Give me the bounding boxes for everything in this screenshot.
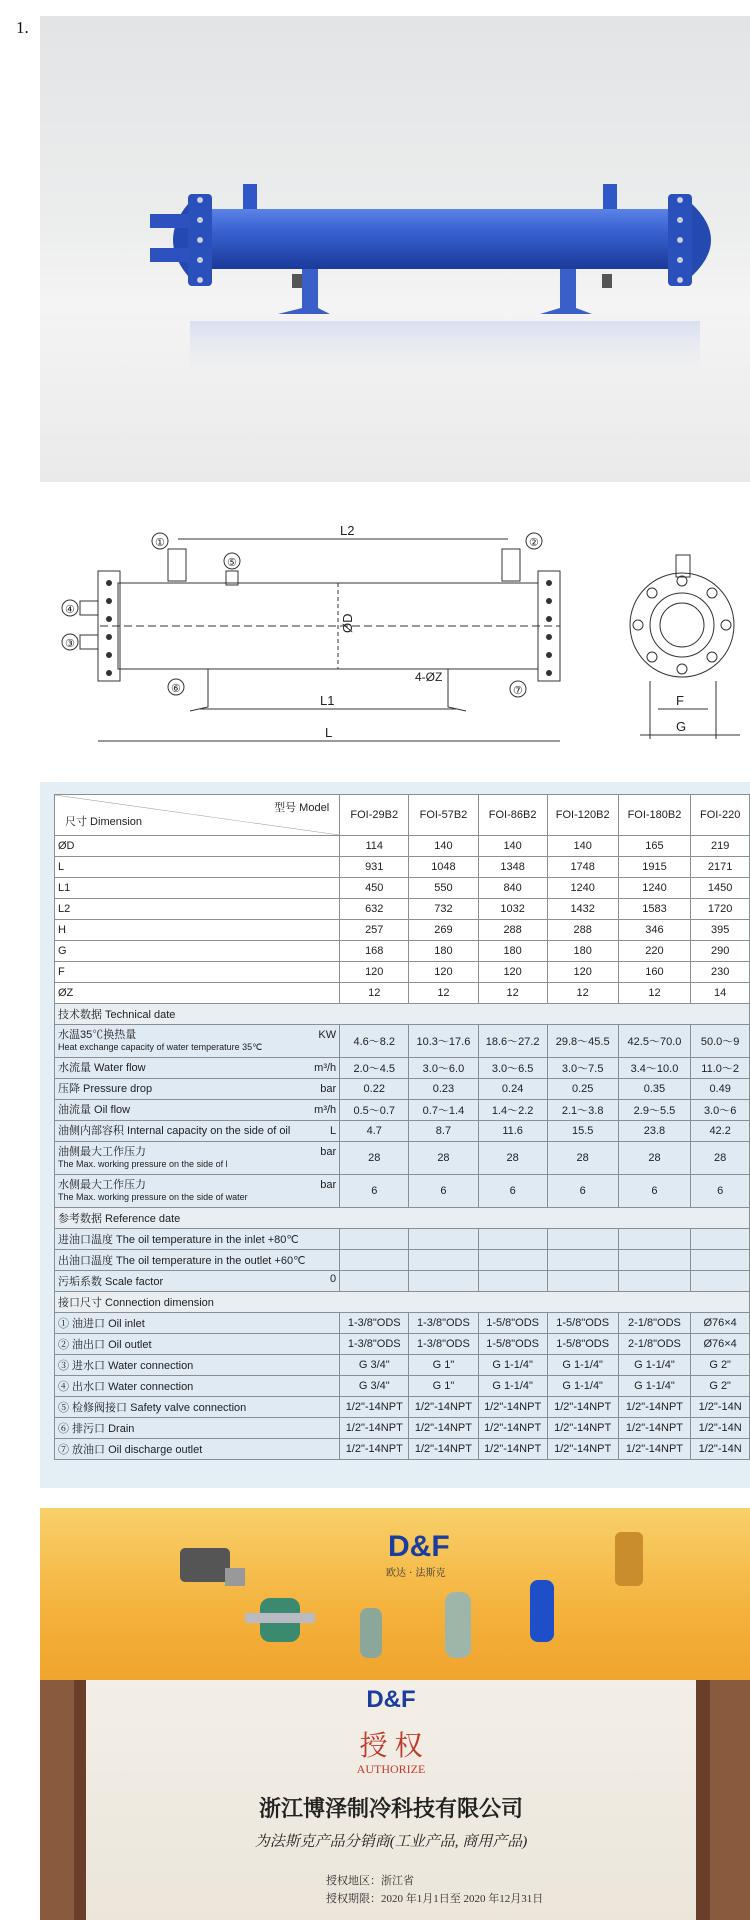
table-cell: 1/2"-14NPT <box>478 1439 547 1460</box>
table-cell: 2-1/8"ODS <box>618 1334 691 1355</box>
cert-logo: D&F <box>366 1686 416 1713</box>
product-render <box>40 16 750 482</box>
table-cell: 2-1/8"ODS <box>618 1313 691 1334</box>
table-cell: 23.8 <box>618 1121 691 1142</box>
dim-l2: L2 <box>340 523 355 538</box>
banner-logo: D&F <box>388 1530 450 1563</box>
table-cell: 1/2"-14NPT <box>547 1397 618 1418</box>
table-cell: G 1-1/4" <box>618 1355 691 1376</box>
table-row <box>55 1250 750 1271</box>
table-cell: 10.3～17.6 <box>409 1025 478 1058</box>
table-cell: 160 <box>618 962 691 983</box>
table-cell: 1-5/8"ODS <box>547 1334 618 1355</box>
model-col: FOI-120B2 <box>547 795 618 836</box>
table-cell: 165 <box>618 836 691 857</box>
table-cell: 840 <box>478 878 547 899</box>
table-cell: 0.24 <box>478 1079 547 1100</box>
dim-holes: 4-ØZ <box>415 670 443 684</box>
table-cell: G 1-1/4" <box>478 1355 547 1376</box>
dim-l1: L1 <box>320 693 335 708</box>
table-cell: G 2" <box>691 1355 750 1376</box>
row-unit: KW <box>318 1029 337 1041</box>
table-cell: 257 <box>340 920 409 941</box>
table-cell: 2.9～5.5 <box>618 1100 691 1121</box>
model-col: FOI-57B2 <box>409 795 478 836</box>
frame-post-right <box>696 1680 710 1920</box>
row-label: ⑦ 放油口 Oil discharge outlet <box>55 1439 340 1460</box>
cert-title-en: AUTHORIZE <box>356 1762 426 1776</box>
table-row <box>55 1025 750 1058</box>
table-cell: 140 <box>547 836 618 857</box>
table-cell: 180 <box>478 941 547 962</box>
table-cell: 1583 <box>618 899 691 920</box>
table-cell: 2171 <box>691 857 750 878</box>
spec-table-panel <box>40 782 750 1488</box>
table-cell: 14 <box>691 983 750 1004</box>
row-label: L <box>55 857 340 878</box>
row-label <box>55 1229 340 1250</box>
table-cell: 1048 <box>409 857 478 878</box>
row-unit: L <box>330 1125 337 1137</box>
table-cell: 4.6～8.2 <box>340 1025 409 1058</box>
table-cell: 1240 <box>547 878 618 899</box>
table-cell: 632 <box>340 899 409 920</box>
table-cell: G 1" <box>409 1376 478 1397</box>
table-cell: 168 <box>340 941 409 962</box>
table-row <box>55 1439 750 1460</box>
row-label-text: 油流量 Oil flow <box>58 1104 131 1116</box>
cert-company: 浙江博泽制冷科技有限公司 <box>258 1796 523 1821</box>
table-cell: 3.4～10.0 <box>618 1058 691 1079</box>
callout-3: ③ <box>65 638 75 650</box>
table-cell: G 3/4" <box>340 1376 409 1397</box>
table-cell <box>409 1250 478 1271</box>
table-cell <box>691 1229 750 1250</box>
table-cell: 50.0～9 <box>691 1025 750 1058</box>
table-cell: 1-3/8"ODS <box>409 1313 478 1334</box>
table-row <box>55 1058 750 1079</box>
table-cell: 0.22 <box>340 1079 409 1100</box>
model-col: FOI-86B2 <box>478 795 547 836</box>
table-cell: 28 <box>547 1142 618 1175</box>
section-connection: 接口尺寸 Connection dimension <box>55 1292 750 1313</box>
table-row <box>55 1175 750 1208</box>
table-row <box>55 836 750 857</box>
table-cell <box>478 1271 547 1292</box>
table-cell: 6 <box>340 1175 409 1208</box>
table-row <box>55 878 750 899</box>
table-cell: 12 <box>618 983 691 1004</box>
table-cell: 1/2"-14N <box>691 1397 750 1418</box>
table-cell: 450 <box>340 878 409 899</box>
table-cell: 6 <box>691 1175 750 1208</box>
row-unit: m³/h <box>314 1104 337 1116</box>
row-label-sub: The Max. working pressure on the side of water <box>58 1192 248 1202</box>
table-cell: 346 <box>618 920 691 941</box>
table-cell: 29.8～45.5 <box>547 1025 618 1058</box>
table-cell: 219 <box>691 836 750 857</box>
dim-g: G <box>676 719 687 734</box>
table-cell: 1-3/8"ODS <box>409 1334 478 1355</box>
model-col: FOI-180B2 <box>618 795 691 836</box>
row-label-text: 水侧最大工作压力 <box>58 1179 146 1191</box>
row-label-text: 油侧内部容积 Internal capacity on the side of oil <box>58 1125 291 1137</box>
table-cell: 180 <box>547 941 618 962</box>
accessories-banner <box>40 1508 750 1680</box>
table-cell: 28 <box>409 1142 478 1175</box>
table-cell: 3.0～7.5 <box>547 1058 618 1079</box>
table-row <box>55 983 750 1004</box>
table-cell: 1348 <box>478 857 547 878</box>
table-cell: 1.4～2.2 <box>478 1100 547 1121</box>
table-cell: 1-5/8"ODS <box>547 1313 618 1334</box>
table-cell: 0.23 <box>409 1079 478 1100</box>
table-cell: 4.7 <box>340 1121 409 1142</box>
frame-post-left <box>74 1680 86 1920</box>
table-cell <box>547 1271 618 1292</box>
table-cell: 3.0～6 <box>691 1100 750 1121</box>
table-cell: 180 <box>409 941 478 962</box>
table-cell: 1/2"-14NPT <box>478 1418 547 1439</box>
table-cell: G 2" <box>691 1376 750 1397</box>
model-col: FOI-220 <box>691 795 750 836</box>
table-cell: Ø76×4 <box>691 1334 750 1355</box>
table-row <box>55 1397 750 1418</box>
table-cell: 395 <box>691 920 750 941</box>
table-cell: 288 <box>478 920 547 941</box>
cert-title: 授 权 <box>359 1731 423 1762</box>
table-cell: 1/2"-14NPT <box>340 1418 409 1439</box>
row-label: ③ 进水口 Water connection <box>55 1355 340 1376</box>
row-label-sub: The Max. working pressure on the side of l <box>58 1159 228 1169</box>
row-label: ØD <box>55 836 340 857</box>
row-label: L1 <box>55 878 340 899</box>
table-cell: 269 <box>409 920 478 941</box>
table-cell: 12 <box>340 983 409 1004</box>
table-cell: 28 <box>691 1142 750 1175</box>
row-label: ④ 出水口 Water connection <box>55 1376 340 1397</box>
table-cell <box>618 1250 691 1271</box>
table-cell: 230 <box>691 962 750 983</box>
table-cell <box>618 1229 691 1250</box>
table-cell: 1-3/8"ODS <box>340 1313 409 1334</box>
table-cell: 1032 <box>478 899 547 920</box>
table-cell: 1/2"-14NPT <box>618 1418 691 1439</box>
table-cell: 1-5/8"ODS <box>478 1313 547 1334</box>
table-row <box>55 1100 750 1121</box>
table-cell: 3.0～6.0 <box>409 1058 478 1079</box>
table-row <box>55 1271 750 1292</box>
table-cell: 1-3/8"ODS <box>340 1334 409 1355</box>
callout-2: ② <box>529 537 539 549</box>
table-cell: 18.6～27.2 <box>478 1025 547 1058</box>
table-cell: 12 <box>409 983 478 1004</box>
table-cell: 120 <box>340 962 409 983</box>
table-row <box>55 1121 750 1142</box>
table-cell: 290 <box>691 941 750 962</box>
row-label <box>55 1025 340 1058</box>
table-cell: 1748 <box>547 857 618 878</box>
table-cell: 1/2"-14NPT <box>409 1439 478 1460</box>
table-row <box>55 941 750 962</box>
row-label: F <box>55 962 340 983</box>
dim-l: L <box>325 725 333 740</box>
row-unit: bar <box>320 1179 337 1191</box>
table-cell: 42.2 <box>691 1121 750 1142</box>
row-label: G <box>55 941 340 962</box>
row-label <box>55 1175 340 1208</box>
table-cell: 11.6 <box>478 1121 547 1142</box>
table-cell: 6 <box>547 1175 618 1208</box>
table-cell: 1432 <box>547 899 618 920</box>
table-cell: 220 <box>618 941 691 962</box>
table-cell: 0.35 <box>618 1079 691 1100</box>
table-cell: 1-5/8"ODS <box>478 1334 547 1355</box>
table-cell: 931 <box>340 857 409 878</box>
table-row <box>55 1313 750 1334</box>
table-cell: 2.1～3.8 <box>547 1100 618 1121</box>
table-cell <box>691 1250 750 1271</box>
table-cell: 42.5～70.0 <box>618 1025 691 1058</box>
table-row <box>55 920 750 941</box>
table-row <box>55 1376 750 1397</box>
header-model: 型号 Model <box>274 802 330 814</box>
certificate-photo <box>40 1680 750 1920</box>
table-cell: 6 <box>478 1175 547 1208</box>
table-cell: 0.5～0.7 <box>340 1100 409 1121</box>
callout-1: ① <box>155 537 165 549</box>
table-cell <box>478 1250 547 1271</box>
table-cell: 1/2"-14NPT <box>478 1397 547 1418</box>
cert-period: 授权期限：2020 年1月1日至 2020 年12月31日 <box>326 1893 544 1905</box>
cert-area: 授权地区：浙江省 <box>326 1875 414 1887</box>
table-cell: G 1-1/4" <box>478 1376 547 1397</box>
table-cell: 28 <box>618 1142 691 1175</box>
table-cell: 1/2"-14NPT <box>618 1439 691 1460</box>
callout-6: ⑥ <box>171 683 181 695</box>
table-cell: G 1-1/4" <box>618 1376 691 1397</box>
dimension-drawing <box>40 503 750 755</box>
table-cell: 15.5 <box>547 1121 618 1142</box>
table-cell: 12 <box>547 983 618 1004</box>
row-unit: bar <box>320 1083 337 1095</box>
table-cell: 114 <box>340 836 409 857</box>
row-label: L2 <box>55 899 340 920</box>
row-unit: 0 <box>330 1273 337 1285</box>
table-cell: 12 <box>478 983 547 1004</box>
row-label-text: 污垢系数 Scale factor <box>58 1276 164 1288</box>
table-cell: 140 <box>409 836 478 857</box>
table-cell: 1915 <box>618 857 691 878</box>
model-col: FOI-29B2 <box>340 795 409 836</box>
table-cell: 1450 <box>691 878 750 899</box>
table-row <box>55 962 750 983</box>
table-cell: 120 <box>478 962 547 983</box>
table-cell: 2.0～4.5 <box>340 1058 409 1079</box>
row-label-text: 水温35℃换热量 <box>58 1029 137 1041</box>
list-number: 1. <box>16 18 29 37</box>
table-cell <box>340 1250 409 1271</box>
row-label: ØZ <box>55 983 340 1004</box>
table-cell <box>409 1229 478 1250</box>
row-label <box>55 1271 340 1292</box>
table-cell: 0.49 <box>691 1079 750 1100</box>
section-reference: 参考数据 Reference date <box>55 1208 750 1229</box>
row-label-text: 压降 Pressure drop <box>58 1083 153 1095</box>
table-row <box>55 1334 750 1355</box>
row-label: H <box>55 920 340 941</box>
table-cell: 120 <box>547 962 618 983</box>
row-label <box>55 1121 340 1142</box>
row-label <box>55 1079 340 1100</box>
table-cell: 28 <box>478 1142 547 1175</box>
table-cell: 1/2"-14N <box>691 1439 750 1460</box>
dim-f: F <box>676 693 684 708</box>
table-cell <box>340 1229 409 1250</box>
table-cell: 6 <box>409 1175 478 1208</box>
table-row <box>55 1229 750 1250</box>
table-row <box>55 1418 750 1439</box>
row-label <box>55 1058 340 1079</box>
row-label-text: 油侧最大工作压力 <box>58 1146 146 1158</box>
table-cell: 28 <box>340 1142 409 1175</box>
table-cell: 1/2"-14NPT <box>340 1397 409 1418</box>
table-cell: 0.25 <box>547 1079 618 1100</box>
table-cell: G 3/4" <box>340 1355 409 1376</box>
row-unit: m³/h <box>314 1062 337 1074</box>
table-cell: 1/2"-14NPT <box>618 1397 691 1418</box>
table-cell: 732 <box>409 899 478 920</box>
table-cell: 1/2"-14NPT <box>409 1418 478 1439</box>
table-cell: 8.7 <box>409 1121 478 1142</box>
table-cell: 3.0～6.5 <box>478 1058 547 1079</box>
section-technical: 技术数据 Technical date <box>55 1004 750 1025</box>
table-cell: 120 <box>409 962 478 983</box>
table-cell <box>409 1271 478 1292</box>
row-label-sub: Heat exchange capacity of water temperature 35℃ <box>58 1042 263 1052</box>
table-cell: 1/2"-14N <box>691 1418 750 1439</box>
heat-exchanger-render <box>40 16 750 482</box>
table-row <box>55 1142 750 1175</box>
table-cell: 1/2"-14NPT <box>547 1439 618 1460</box>
table-cell <box>691 1271 750 1292</box>
dim-od: ØD <box>340 613 355 633</box>
table-corner-header <box>55 795 340 836</box>
row-label: ⑥ 排污口 Drain <box>55 1418 340 1439</box>
table-cell: G 1-1/4" <box>547 1355 618 1376</box>
table-row <box>55 1079 750 1100</box>
row-label: ② 油出口 Oil outlet <box>55 1334 340 1355</box>
callout-7: ⑦ <box>513 685 523 697</box>
callout-4: ④ <box>65 604 75 616</box>
certificate <box>86 1680 696 1920</box>
row-label <box>55 1100 340 1121</box>
table-row <box>55 1355 750 1376</box>
table-cell: 140 <box>478 836 547 857</box>
row-label <box>55 1142 340 1175</box>
table-cell: 11.0～2 <box>691 1058 750 1079</box>
table-cell <box>618 1271 691 1292</box>
table-row <box>55 857 750 878</box>
row-label <box>55 1250 340 1271</box>
table-cell: 0.7～1.4 <box>409 1100 478 1121</box>
table-cell: 1/2"-14NPT <box>340 1439 409 1460</box>
row-label-text: 水流量 Water flow <box>58 1062 146 1074</box>
table-cell: 1720 <box>691 899 750 920</box>
table-cell <box>478 1229 547 1250</box>
table-cell: 1240 <box>618 878 691 899</box>
table-cell: 288 <box>547 920 618 941</box>
table-cell: G 1-1/4" <box>547 1376 618 1397</box>
banner-slogan: 欧达 · 法斯克 <box>386 1568 446 1579</box>
table-cell: 6 <box>618 1175 691 1208</box>
row-unit: bar <box>320 1146 337 1158</box>
row-label: ⑤ 检修阀接口 Safety valve connection <box>55 1397 340 1418</box>
table-cell <box>340 1271 409 1292</box>
row-label-text: 进油口温度 The oil temperature in the inlet +80℃ <box>58 1234 299 1246</box>
table-row <box>55 899 750 920</box>
callout-5: ⑤ <box>227 557 237 569</box>
table-cell: 1/2"-14NPT <box>547 1418 618 1439</box>
table-cell: Ø76×4 <box>691 1313 750 1334</box>
row-label: ① 油进口 Oil inlet <box>55 1313 340 1334</box>
table-cell: 1/2"-14NPT <box>409 1397 478 1418</box>
table-cell <box>547 1229 618 1250</box>
cert-statement: 为法斯克产品分销商(工业产品, 商用产品) <box>254 1834 528 1850</box>
header-dimension: 尺寸 Dimension <box>65 816 143 828</box>
row-label-text: 出油口温度 The oil temperature in the outlet +60℃ <box>58 1255 306 1267</box>
table-cell <box>547 1250 618 1271</box>
table-cell: 550 <box>409 878 478 899</box>
spec-table <box>54 794 750 1460</box>
table-cell: G 1" <box>409 1355 478 1376</box>
